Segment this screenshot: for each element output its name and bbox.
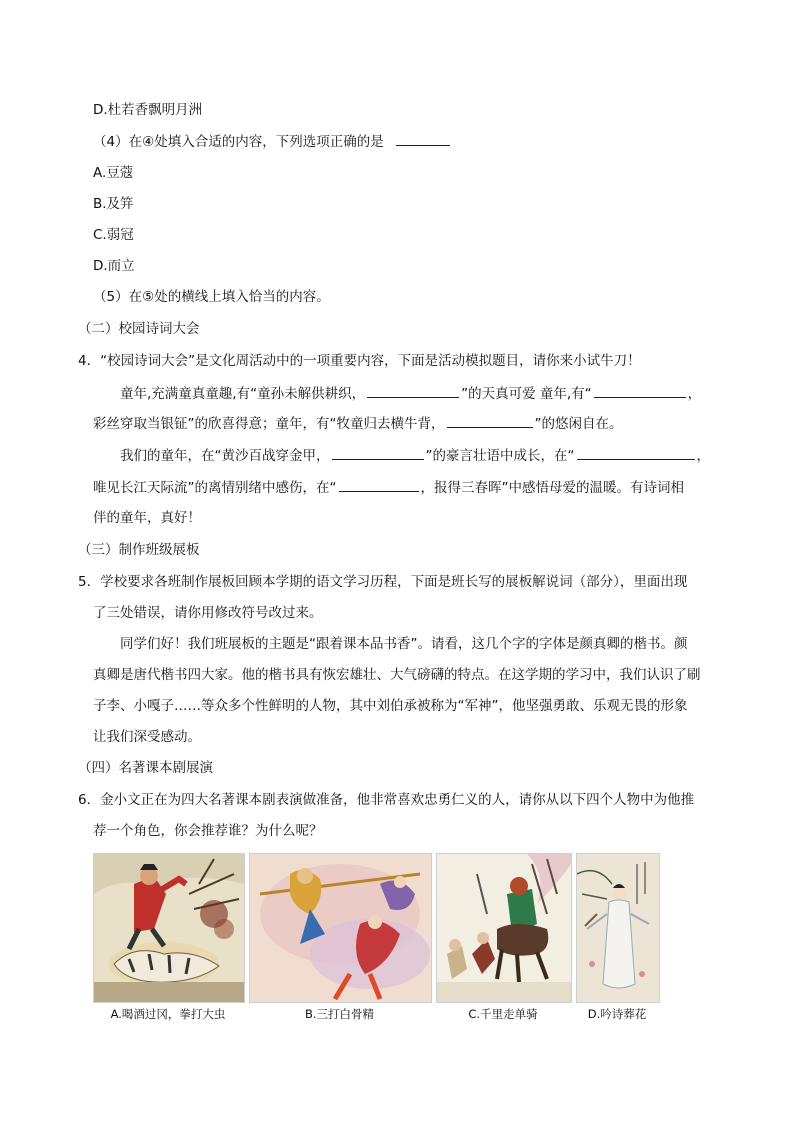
illustration-monkey-king <box>249 853 432 1003</box>
q4-blank-5[interactable] <box>577 445 695 460</box>
q4-p1-b: 童孙未解供耕织， <box>257 386 366 402</box>
q4-stem: 4．“校园诗词大会”是文化周活动中的一项重要内容，下面是活动模拟题目，请你来小试牛刀！ <box>78 353 641 369</box>
q4-p1-c: ”的天真可爱 童年,有“ <box>461 386 592 402</box>
q4-p1-d: ， <box>687 386 702 402</box>
q5-t1-c: ”。请看，这几个字的字体是颜真卿的楷书。颜 <box>410 636 688 652</box>
q4-p1-a: 童年,充满童真童趣,有“ <box>120 386 258 402</box>
q3-sub4-option-b[interactable]: B.及笄 <box>93 196 134 212</box>
q3-sub4-option-d[interactable]: D.而立 <box>93 258 135 274</box>
q5-text-line2: 真卿是唐代楷书四大家。他的楷书具有恢宏雄壮、大气磅礴的特点。在这学期的学习中，我们认识了刷 <box>93 667 701 683</box>
illustration-wu-song-tiger <box>93 853 245 1003</box>
q5-text-line3 <box>93 696 688 716</box>
q5-t3-b: 军神 <box>464 698 492 714</box>
q3-sub4-option-c[interactable]: C.弱冠 <box>93 227 134 243</box>
q4-blank-3[interactable] <box>447 413 533 428</box>
q4-p3-b: ”的豪言壮语中成长，在“ <box>425 448 575 464</box>
caption-b: B.三打白骨精 <box>304 1007 375 1021</box>
q3-sub5-stem: （5）在⑤处的横线上填入恰当的内容。 <box>93 289 330 305</box>
q3-option-d-prev: D.杜若香飘明月洲 <box>93 102 203 118</box>
q3-sub4-stem <box>93 131 452 152</box>
q4-p2-b: 牧童归去横牛背， <box>336 416 445 432</box>
q4-p3-c: ， <box>696 448 710 464</box>
q5-t1-a: 同学们好！我们班展板的主题是“ <box>120 636 316 652</box>
illustration-lin-daiyu <box>576 853 660 1003</box>
q4-poem-line2 <box>93 413 623 434</box>
q4-p2-c: ”的悠闲自在。 <box>534 416 623 432</box>
q5-stem-line1: 5．学校要求各班制作展板回顾本学期的语文学习历程，下面是班长写的展板解说词（部分），里面出现 <box>78 574 688 590</box>
q4-poem-line1 <box>120 383 701 404</box>
q4-blank-1[interactable] <box>367 383 459 398</box>
q5-text-line4: 让我们深受感动。 <box>93 729 201 745</box>
q4-p4-b: ，报得三春晖”中感悟母爱的温暖。有诗词相 <box>420 480 684 496</box>
q4-p2-a: 彩丝穿取当银钲”的欣喜得意；童年，有“ <box>93 416 337 432</box>
q3-sub4-option-a[interactable]: A.豆蔻 <box>93 165 134 181</box>
illustration-guan-yu <box>436 853 572 1003</box>
q4-poem-line3 <box>120 445 710 466</box>
section4-heading: （四）名著课本剧展演 <box>78 760 213 776</box>
caption-a: A.喝酒过冈，拳打大虫 <box>110 1007 226 1021</box>
q4-poem-line5: 伴的童年，真好！ <box>93 510 201 526</box>
q4-poem-line4 <box>93 477 684 498</box>
section2-heading: （二）校园诗词大会 <box>78 321 200 337</box>
q4-p4-a: 唯见长江天际流”的离情别绪中感伤，在“ <box>93 480 337 496</box>
q4-blank-2[interactable] <box>594 383 686 398</box>
q5-text-line1 <box>120 634 688 654</box>
q6-stem-line1: 6．金小文正在为四大名著课本剧表演做准备，他非常喜欢忠勇仁义的人，请你从以下四个人物中为他推 <box>78 792 695 808</box>
q6-stem-line2: 荐一个角色，你会推荐谁？为什么呢？ <box>93 823 323 839</box>
q4-blank-4[interactable] <box>332 445 424 460</box>
q5-t3-a: 子李、小嘎子……等众多个性鲜明的人物，其中刘伯承被称为“ <box>93 698 465 714</box>
q3-sub4-answer-blank[interactable] <box>396 131 450 146</box>
q4-blank-6[interactable] <box>339 477 419 492</box>
caption-d: D.吟诗葬花 <box>587 1007 647 1021</box>
q5-t1-b: 跟着课本品书香 <box>316 636 411 652</box>
caption-c: C.千里走单骑 <box>468 1007 538 1021</box>
q5-stem-line2: 了三处错误，请你用修改符号改过来。 <box>93 605 323 621</box>
section3-heading: （三）制作班级展板 <box>78 542 200 558</box>
q4-p3-a: 我们的童年，在“黄沙百战穿金甲， <box>120 448 330 464</box>
q5-t3-c: ”，他坚强勇敢、乐观无畏的形象 <box>491 698 688 714</box>
q3-sub4-stem-text: （4）在④处填入合适的内容，下列选项正确的是 <box>93 134 384 150</box>
